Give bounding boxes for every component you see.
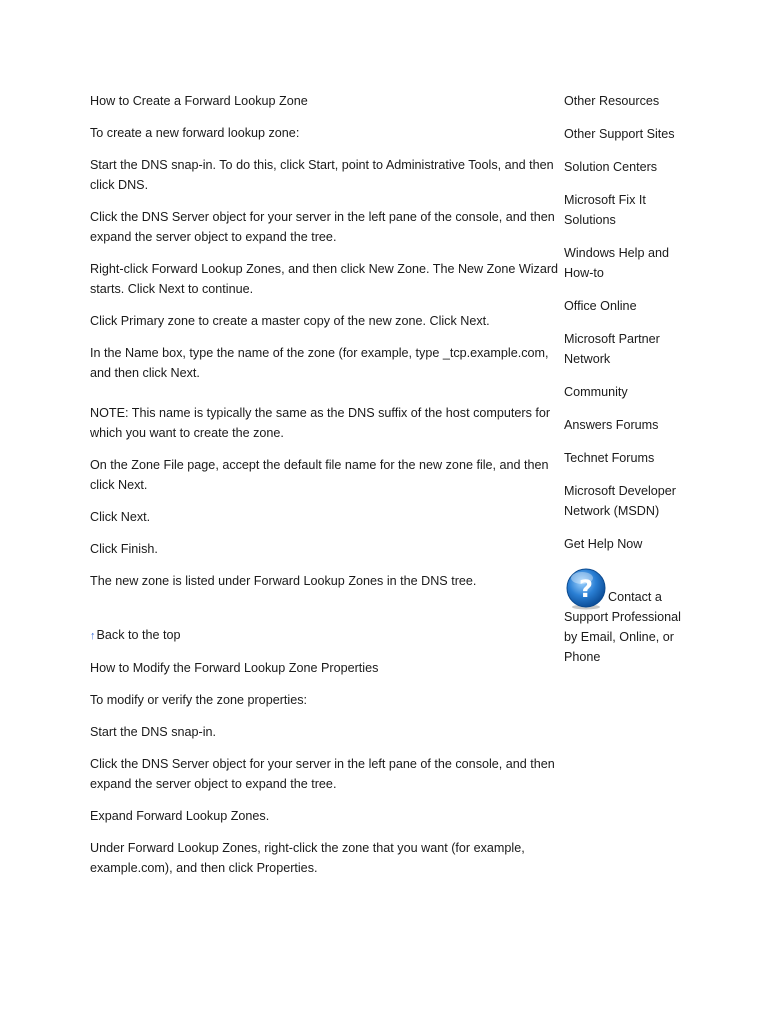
main-content xyxy=(90,91,560,890)
step-text: On the Zone File page, accept the default file name for the new zone file, and then click Next. xyxy=(90,458,549,492)
section-intro: To create a new forward lookup zone: xyxy=(90,126,300,140)
step-text: Click Primary zone to create a master copy of the new zone. Click Next. xyxy=(90,314,490,328)
section-title-create-zone: How to Create a Forward Lookup Zone xyxy=(90,94,308,108)
sidebar-resources xyxy=(564,91,682,667)
back-to-top-link[interactable] xyxy=(90,625,560,646)
sidebar-heading: Other Resources xyxy=(564,94,660,108)
step-text: Under Forward Lookup Zones, right-click the zone that you want (for example, example.com), and then click Properties. xyxy=(90,841,525,875)
sidebar-link-technet-forums[interactable]: Technet Forums xyxy=(564,451,655,465)
section-intro: To modify or verify the zone properties: xyxy=(90,693,307,707)
question-help-icon xyxy=(564,567,608,611)
back-to-top-label: Back to the top xyxy=(96,628,181,642)
sidebar-link-solution-centers[interactable]: Solution Centers xyxy=(564,160,658,174)
spacer xyxy=(90,603,560,625)
sidebar-link-other-support-sites[interactable]: Other Support Sites xyxy=(564,127,675,141)
back-to-top-anchor[interactable] xyxy=(90,628,181,642)
sidebar-link-fix-it[interactable]: Microsoft Fix It Solutions xyxy=(564,193,646,227)
step-text: Start the DNS snap-in. To do this, click Start, point to Administrative Tools, and then click DNS. xyxy=(90,158,554,192)
note-text: NOTE: This name is typically the same as the DNS suffix of the host computers for which you want to create the zone. xyxy=(90,406,551,440)
sidebar-link-office-online[interactable]: Office Online xyxy=(564,299,637,313)
section-title-modify-zone: How to Modify the Forward Lookup Zone Properties xyxy=(90,661,379,675)
step-text: The new zone is listed under Forward Lookup Zones in the DNS tree. xyxy=(90,574,477,588)
contact-support-label: Contact a Support Professional by Email, Online, or Phone xyxy=(564,590,681,664)
sidebar-link-msdn[interactable]: Microsoft Developer Network (MSDN) xyxy=(564,484,676,518)
step-text: In the Name box, type the name of the zone (for example, type _tcp.example.com, and then click Next. xyxy=(90,346,549,380)
step-text: Click the DNS Server object for your server in the left pane of the console, and then expand the server object to expand the tree. xyxy=(90,757,555,791)
step-text: Start the DNS snap-in. xyxy=(90,725,216,739)
step-text: Click Finish. xyxy=(90,542,158,556)
sidebar-heading-get-help: Get Help Now xyxy=(564,537,643,551)
step-text: Expand Forward Lookup Zones. xyxy=(90,809,270,823)
up-arrow-icon: ↑ xyxy=(90,630,96,642)
step-text: Right-click Forward Lookup Zones, and then click New Zone. The New Zone Wizard starts. Click Next to continue. xyxy=(90,262,559,296)
svg-text:?: ? xyxy=(579,575,593,603)
sidebar-link-windows-help[interactable]: Windows Help and How-to xyxy=(564,246,669,280)
step-text: Click the DNS Server object for your server in the left pane of the console, and then expand the server object to expand the tree. xyxy=(90,210,555,244)
sidebar-heading-community: Community xyxy=(564,385,628,399)
step-text: Click Next. xyxy=(90,510,151,524)
contact-support-link[interactable] xyxy=(564,567,682,667)
sidebar-link-answers-forums[interactable]: Answers Forums xyxy=(564,418,659,432)
sidebar-link-partner-network[interactable]: Microsoft Partner Network xyxy=(564,332,660,366)
